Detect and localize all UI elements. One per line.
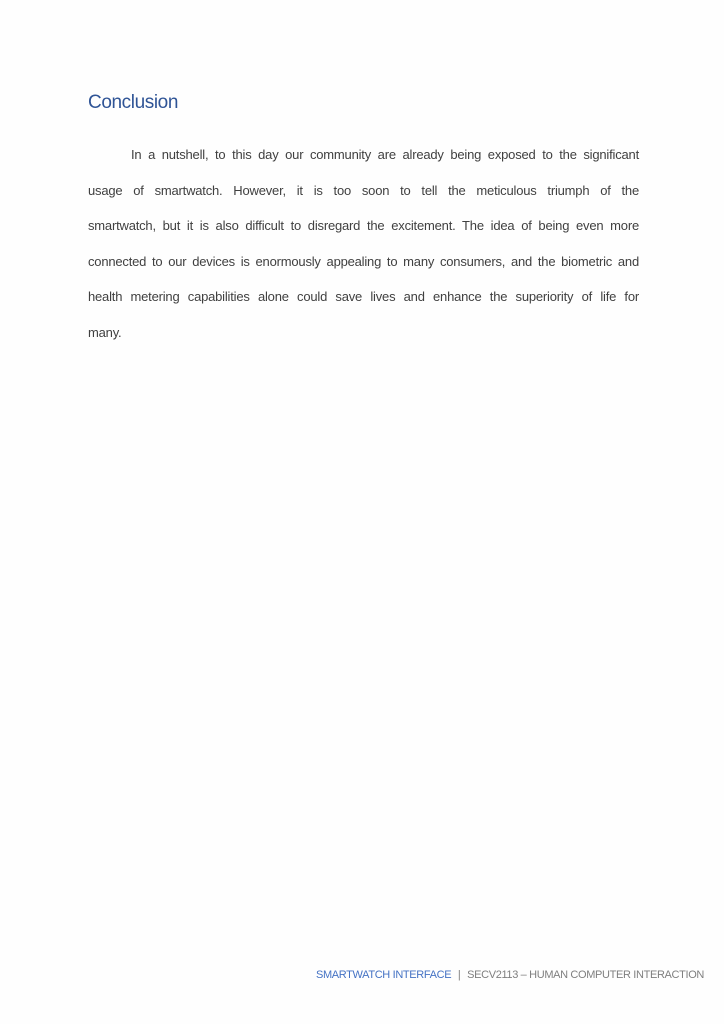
page-content — [88, 92, 639, 351]
paragraph-line: usage of smartwatch. However, it is too soon to tell the meticulous triumph of the — [88, 182, 639, 198]
footer-course-code: SECV2113 – HUMAN COMPUTER INTERACTION — [467, 969, 704, 981]
footer-separator: | — [457, 969, 461, 981]
paragraph-line: In a nutshell, to this day our community are already being exposed to the significant — [131, 147, 639, 162]
body-paragraph — [88, 137, 639, 351]
paragraph-line: many. — [88, 324, 122, 340]
footer-document-title: SMARTWATCH INTERFACE — [316, 969, 452, 981]
section-heading: Conclusion — [88, 92, 178, 113]
paragraph-line: health metering capabilities alone could save lives and enhance the superiority of life for — [88, 289, 639, 305]
page-footer — [316, 968, 704, 983]
paragraph-line: smartwatch, but it is also difficult to disregard the excitement. The idea of being even more — [88, 218, 639, 234]
paragraph-line: connected to our devices is enormously appealing to many consumers, and the biometric and — [88, 253, 639, 269]
